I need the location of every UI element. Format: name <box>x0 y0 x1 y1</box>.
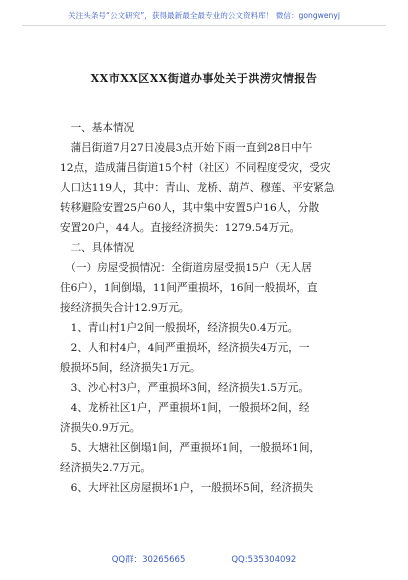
footer-qq-number: QQ:535304092 <box>231 555 297 565</box>
body-line: 接经济损失合计12.9万元。 <box>60 302 190 314</box>
body-line: 住6户），1间倒塌，11间严重损坏，16间一般损坏，直 <box>60 282 318 294</box>
body-line: （一）房屋受损情况：全街道房屋受损15户（无人居 <box>60 262 312 274</box>
header-divider <box>22 25 386 26</box>
body-line: 5、大塘社区倒塌1间，严重损坏1间，一般损坏1间， <box>60 442 321 454</box>
body-line: 3、沙心村3户，严重损坏3间，经济损失1.5万元。 <box>60 382 309 394</box>
body-line: 经济损失2.7万元。 <box>60 462 152 474</box>
body-line: 济损失0.9万元。 <box>60 422 141 434</box>
document-body <box>60 118 360 498</box>
footer-qq-group: QQ群：30265665 <box>111 555 186 565</box>
body-line: 1、青山村1户2间一般损坏，经济损失0.4万元。 <box>60 322 299 334</box>
document-title: XX市XX区XX街道办事处关于洪涝灾情报告 <box>90 72 318 85</box>
body-line: 转移避险安置25户60人，其中集中安置5户16人，分散 <box>60 202 320 214</box>
body-line: 安置20户，44人。直接经济损失：1279.54万元。 <box>60 222 301 234</box>
body-line: 4、龙桥社区1户，严重损坏1间，一般损坏2间，经 <box>60 402 310 414</box>
section-heading-basic: 一、基本情况 <box>60 122 135 134</box>
body-line: 般损坏5间，经济损失1万元。 <box>60 362 201 374</box>
footer-contact <box>0 553 408 565</box>
body-line: 12点，造成蒲吕街道15个村（社区）不同程度受灾，受灾 <box>60 162 331 174</box>
body-line: 2、人和村4户，4间严重损坏，经济损失4万元，一 <box>60 342 310 354</box>
body-line: 蒲吕街道7月27日凌晨3点开始下雨一直到28日中午 <box>60 142 313 154</box>
body-line: 6、大坪社区房屋损坏1户，一般损坏5间，经济损失 <box>60 482 314 494</box>
section-heading-detail: 二、具体情况 <box>60 242 135 254</box>
header-promo-note: 关注头条号“公文研究”，获得最新最全最专业的公文资料库！ 微信：gongwenyj <box>68 11 340 20</box>
body-line: 人口达119人，其中：青山、龙桥、葫芦、穆莲、平安紧急 <box>60 182 335 194</box>
